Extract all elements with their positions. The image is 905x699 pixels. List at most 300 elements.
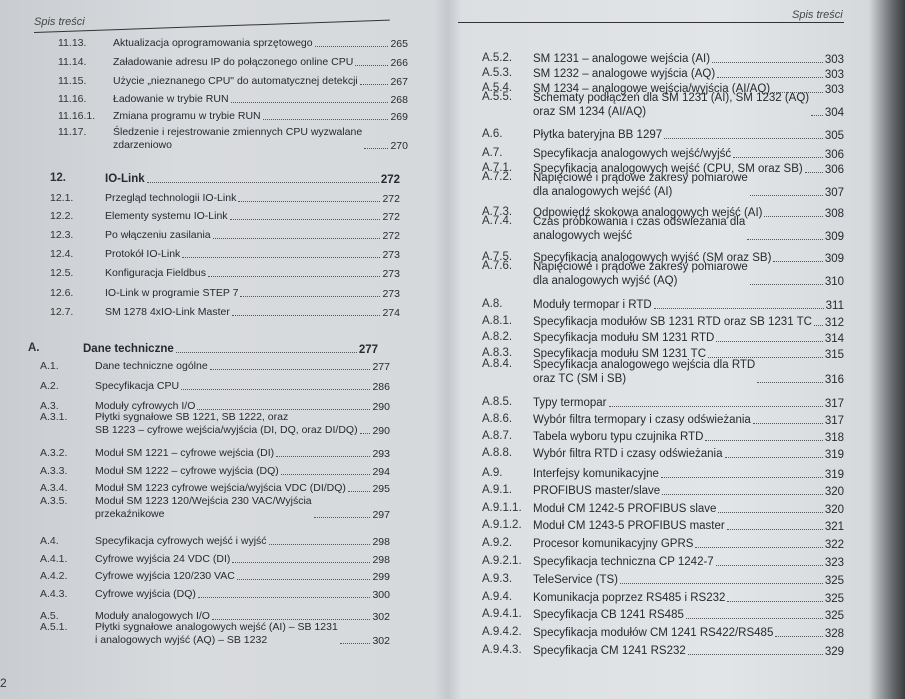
entry-number: A.9.4.1.: [482, 608, 522, 620]
dot-leader: [340, 643, 371, 644]
entry-page: 266: [390, 57, 408, 70]
entry-title: Płytki sygnałowe analogowych wejść (AI) – SB 1231 i analogowych wyjść (AQ) – SB 1232: [95, 621, 338, 647]
dot-leader: [147, 182, 379, 183]
toc-entry: [50, 192, 400, 205]
entry-number: 11.15.: [58, 75, 87, 87]
entry-page: 307: [824, 187, 844, 200]
entry-number: 11.16.1.: [58, 110, 96, 122]
entry-title: Komunikacja poprzez RS485 i RS232: [533, 592, 726, 604]
dot-leader: [314, 517, 371, 518]
toc-entry: [482, 128, 844, 142]
entry-title: Specyfikacja modułów SB 1231 RTD oraz SB 1231 TC: [533, 316, 812, 328]
header-rule: [34, 20, 390, 33]
dot-leader: [240, 296, 380, 297]
dot-leader: [727, 601, 822, 602]
toc-entry: [40, 447, 390, 460]
entry-number: 11.13.: [58, 37, 87, 49]
entry-number: A.9.4.3.: [482, 644, 522, 656]
entry-title: IO-Link w programie STEP 7: [105, 287, 239, 299]
entry-number: A.3.: [40, 400, 59, 412]
entry-page: 290: [372, 401, 390, 414]
toc-entry: [40, 588, 390, 601]
entry-page: 300: [372, 589, 390, 602]
entry-number: A.7.2.: [482, 170, 513, 183]
entry-page: 265: [390, 38, 408, 51]
entry-page: 325: [824, 593, 844, 606]
entry-title: Napięciowe i prądowe zakresy pomiarowe dla analogowych wejść (AI): [533, 171, 748, 198]
toc-entry: [482, 331, 844, 345]
entry-page: 328: [824, 628, 844, 641]
entry-page: 286: [372, 381, 390, 394]
toc-entry: [482, 171, 844, 200]
dot-leader: [276, 456, 370, 457]
toc-entry: [482, 358, 844, 387]
entry-number: A.4.2.: [40, 570, 68, 582]
entry-title: SM 1231 – analogowe wejścia (AI): [533, 53, 711, 65]
entry-page: 321: [824, 521, 844, 534]
entry-number: A.8.3.: [482, 347, 513, 359]
dot-leader: [814, 325, 823, 326]
entry-number: 11.16.: [58, 93, 87, 105]
toc-entry: [40, 553, 390, 566]
toc-entry: [482, 67, 844, 81]
entry-page: 312: [824, 317, 844, 330]
entry-number: A.9.1.1.: [482, 502, 522, 514]
entry-title: Specyfikacja analogowego wejścia dla RTD oraz TC (SM i SB): [533, 358, 756, 385]
dot-leader: [232, 562, 370, 563]
entry-page: 306: [824, 149, 844, 162]
toc-entry: [482, 537, 844, 551]
toc-entry: [482, 644, 844, 658]
entry-page: 293: [372, 448, 390, 461]
entry-title: Cyfrowe wyjścia 24 VDC (DI): [95, 553, 231, 565]
entry-number: A.8.4.: [482, 357, 513, 370]
entry-title: Użycie „nieznanego CPU" do automatycznej detekcji: [113, 75, 358, 87]
entry-title: Moduł CM 1243-5 PROFIBUS master: [533, 520, 725, 532]
toc-entry: [40, 465, 390, 478]
entry-title: Interfejsy komunikacyjne: [533, 468, 659, 480]
entry-title: Płytka bateryjna BB 1297: [533, 129, 663, 141]
entry-page: 323: [824, 557, 844, 570]
entry-title: Moduły cyfrowych I/O: [95, 400, 196, 412]
entry-number: A.8.1.: [482, 315, 513, 327]
toc-entry: [50, 267, 400, 280]
entry-number: A.4.: [40, 535, 59, 547]
entry-page: 273: [382, 268, 400, 281]
dot-leader: [688, 654, 823, 655]
entry-number: A.8.8.: [482, 447, 513, 459]
toc-entry: [482, 591, 844, 605]
running-header: Spis treści: [792, 9, 843, 21]
toc-entry: [40, 380, 390, 393]
dot-leader: [750, 195, 823, 196]
entry-title: Specyfikacja techniczna CP 1242-7: [533, 556, 714, 568]
dot-leader: [182, 257, 380, 258]
entry-title: Ładowanie w trybie RUN: [113, 93, 229, 105]
toc-entry: [482, 502, 844, 516]
entry-number: A.1.: [40, 360, 59, 372]
entry-title: Specyfikacja modułu SM 1231 RTD: [533, 332, 715, 344]
dot-leader: [315, 46, 389, 47]
entry-title: Płytki sygnałowe SB 1221, SB 1222, oraz SB 1223 – cyfrowe wejścia/wyjścia (DI, DQ, oraz DI/DQ): [95, 411, 358, 437]
toc-entry: [482, 298, 844, 312]
toc-entry: [482, 91, 844, 120]
entry-page: 298: [372, 536, 390, 549]
dot-leader: [686, 618, 823, 619]
dot-leader: [712, 62, 823, 63]
dot-leader: [747, 239, 823, 240]
entry-number: A.8.7.: [482, 430, 513, 442]
entry-page: 303: [824, 69, 844, 82]
entry-title: Cyfrowe wyjścia 120/230 VAC: [95, 570, 235, 582]
dot-leader: [238, 201, 380, 202]
entry-page: 317: [824, 398, 844, 411]
entry-number: A.3.2.: [40, 447, 68, 459]
toc-entry: [40, 570, 390, 583]
entry-page: 272: [382, 193, 400, 206]
toc-entry: [58, 75, 408, 88]
toc-entry: [58, 56, 408, 69]
entry-number: A.9.1.2.: [482, 519, 522, 531]
entry-title: Schematy podłączeń dla SM 1231 (AI), SM 1232 (AQ) oraz SM 1234 (AI/AQ): [533, 91, 810, 118]
dot-leader: [664, 138, 823, 139]
entry-page: 269: [390, 111, 408, 124]
entry-page: 309: [824, 231, 844, 244]
entry-title: Specyfikacja modułów CM 1241 RS422/RS485: [533, 627, 774, 639]
entry-page: 318: [824, 432, 844, 445]
entry-title: IO-Link: [105, 173, 145, 185]
toc-entry: [40, 360, 390, 373]
entry-number: A.6.: [482, 128, 503, 140]
entry-number: A.8.5.: [482, 396, 513, 408]
entry-title: Konfiguracja Fieldbus: [105, 267, 206, 279]
entry-number: A.5.1.: [40, 621, 68, 633]
entry-number: A.5.5.: [482, 90, 513, 103]
entry-title: Wybór filtra RTD i czasy odświeżania: [533, 448, 723, 460]
dot-leader: [695, 547, 822, 548]
toc-entry: [482, 467, 844, 481]
dot-leader: [263, 119, 389, 120]
toc-entry: [482, 215, 844, 244]
dot-leader: [727, 529, 823, 530]
entry-page: 298: [372, 554, 390, 567]
entry-number: A.9.: [482, 467, 503, 479]
entry-page: 309: [824, 253, 844, 266]
dot-leader: [775, 636, 822, 637]
dot-leader: [718, 512, 822, 513]
toc-entry: [482, 447, 844, 461]
entry-title: Moduł SM 1221 – cyfrowe wejścia (DI): [95, 447, 275, 459]
entry-number: 12.2.: [50, 210, 74, 222]
entry-title: Specyfikacja analogowych wejść/wyjść: [533, 148, 732, 160]
toc-entry: [482, 430, 844, 444]
entry-number: A.9.3.: [482, 573, 513, 585]
entry-page: 267: [390, 76, 408, 89]
toc-entry: [482, 260, 844, 289]
entry-title: Moduły analogowych I/O: [95, 610, 210, 622]
entry-number: A.5.4.: [482, 82, 513, 94]
entry-page: 272: [382, 230, 400, 243]
entry-title: Załadowanie adresu IP do połączonego online CPU: [113, 56, 354, 68]
toc-entry: [58, 37, 408, 50]
toc-entry: [50, 172, 400, 186]
entry-number: A.4.1.: [40, 553, 68, 565]
entry-page: 329: [824, 646, 844, 659]
entry-number: 12.5.: [50, 267, 74, 279]
entry-page: 277: [358, 344, 378, 357]
entry-number: A.3.5.: [40, 495, 68, 507]
dot-leader: [662, 494, 823, 495]
entry-number: A.: [28, 342, 40, 354]
entry-title: Tabela wyboru typu czujnika RTD: [533, 431, 704, 443]
entry-title: Procesor komunikacyjny GPRS: [533, 538, 694, 550]
entry-number: 12.7.: [50, 306, 74, 318]
dot-leader: [281, 474, 371, 475]
header-rule: [458, 22, 844, 23]
toc-entry: [40, 411, 390, 437]
toc-entry: [58, 110, 408, 123]
entry-number: A.9.2.1.: [482, 555, 522, 567]
entry-page: 325: [824, 610, 844, 623]
entry-title: Aktualizacja oprogramowania sprzętowego: [113, 37, 313, 49]
entry-page: 311: [825, 300, 844, 313]
dot-leader: [609, 406, 823, 407]
toc-entry: [50, 306, 400, 319]
entry-title: Śledzenie i rejestrowanie zmiennych CPU wyzwalane zdarzeniowo: [113, 126, 363, 152]
toc-entry: [50, 210, 400, 223]
dot-leader: [750, 284, 823, 285]
toc-entry: [40, 621, 390, 647]
entry-title: Przegląd technologii IO-Link: [105, 192, 237, 204]
toc-entry: [40, 482, 390, 495]
entry-title: Specyfikacja cyfrowych wejść i wyjść: [95, 535, 267, 547]
dot-leader: [725, 457, 823, 458]
entry-page: 295: [372, 483, 390, 496]
dot-leader: [716, 565, 823, 566]
entry-page: 304: [824, 107, 844, 120]
entry-page: 310: [824, 276, 844, 289]
dot-leader: [620, 583, 823, 584]
toc-entry: [50, 229, 400, 242]
page-number: 2: [0, 676, 7, 690]
entry-page: 325: [824, 575, 844, 588]
entry-title: Moduł SM 1223 120/Wejścia 230 VAC/Wyjścia przekaźnikowe: [95, 495, 312, 521]
dot-leader: [716, 341, 822, 342]
entry-number: 12.4.: [50, 248, 74, 260]
entry-number: A.9.2.: [482, 537, 513, 549]
dot-leader: [208, 276, 380, 277]
dot-leader: [230, 219, 381, 220]
entry-page: 306: [824, 164, 844, 177]
entry-title: Dane techniczne: [83, 343, 174, 355]
toc-entry: [58, 93, 408, 106]
dot-leader: [661, 477, 823, 478]
dot-leader: [198, 597, 371, 598]
entry-page: 270: [390, 140, 408, 153]
entry-number: A.3.3.: [40, 465, 68, 477]
entry-title: Protokół IO-Link: [105, 248, 181, 260]
entry-number: A.3.1.: [40, 411, 68, 423]
entry-page: 317: [824, 415, 844, 428]
entry-page: 320: [824, 486, 844, 499]
entry-page: 273: [382, 288, 400, 301]
entry-page: 268: [390, 94, 408, 107]
entry-title: SM 1234 – analogowe wejścia/wyjścia (AI/AQ): [533, 83, 771, 95]
toc-entry: [50, 287, 400, 300]
dot-leader: [733, 157, 823, 158]
entry-title: Zmiana programu w trybie RUN: [113, 110, 261, 122]
dot-leader: [705, 440, 822, 441]
entry-page: 305: [824, 130, 844, 143]
entry-number: 12.6.: [50, 287, 74, 299]
toc-entry: [58, 126, 408, 152]
toc-entry: [482, 573, 844, 587]
entry-title: SM 1278 4xIO-Link Master: [105, 306, 230, 318]
entry-title: Moduły termopar i RTD: [533, 299, 652, 311]
dot-leader: [757, 382, 823, 383]
entry-number: A.5.3.: [482, 67, 513, 79]
entry-title: Specyfikacja analogowych wyjść (SM oraz SB): [533, 252, 772, 264]
entry-title: TeleService (TS): [533, 574, 618, 586]
dot-leader: [237, 579, 371, 580]
entry-page: 272: [382, 211, 400, 224]
dot-leader: [355, 65, 388, 66]
entry-page: 303: [824, 84, 844, 97]
toc-entry: [50, 248, 400, 261]
entry-number: A.4.3.: [40, 588, 68, 600]
dot-leader: [360, 84, 389, 85]
entry-title: Specyfikacja analogowych wejść (CPU, SM oraz SB): [533, 163, 803, 175]
entry-title: Po włączeniu zasilania: [105, 229, 211, 241]
entry-page: 277: [372, 361, 390, 374]
entry-page: 308: [824, 208, 844, 221]
entry-page: 314: [824, 333, 844, 346]
entry-number: A.7.1.: [482, 162, 513, 174]
toc-entry: [482, 396, 844, 410]
entry-page: 274: [382, 307, 400, 320]
toc-entry: [482, 519, 844, 533]
entry-number: A.7.4.: [482, 214, 513, 227]
left-page: [0, 0, 440, 699]
entry-page: 273: [382, 249, 400, 262]
entry-title: SM 1232 – analogowe wyjścia (AQ): [533, 68, 716, 80]
entry-page: 320: [824, 504, 844, 517]
entry-page: 319: [824, 449, 844, 462]
entry-number: A.9.4.2.: [482, 626, 522, 638]
entry-title: Elementy systemu IO-Link: [105, 210, 228, 222]
dot-leader: [360, 433, 371, 434]
entry-title: Dane techniczne ogólne: [95, 360, 208, 372]
entry-title: Napięciowe i prądowe zakresy pomiarowe dla analogowych wyjść (AQ): [533, 260, 748, 287]
entry-page: 297: [372, 509, 390, 522]
entry-number: 11.17.: [58, 126, 87, 138]
entry-number: A.9.1.: [482, 484, 513, 496]
toc-entry: [482, 413, 844, 427]
dot-leader: [753, 423, 823, 424]
entry-page: 272: [380, 174, 400, 187]
entry-number: 12.3.: [50, 229, 74, 241]
dot-leader: [364, 148, 388, 149]
entry-number: 11.14.: [58, 56, 87, 68]
entry-page: 315: [824, 349, 844, 362]
entry-number: 12.: [50, 172, 66, 184]
toc-entry: [482, 484, 844, 498]
entry-title: Moduł SM 1222 – cyfrowe wyjścia (DQ): [95, 465, 279, 477]
entry-title: Odpowiedź skokowa analogowych wejść (AI): [533, 207, 763, 219]
dot-leader: [197, 409, 370, 410]
entry-title: Specyfikacja CM 1241 RS232: [533, 645, 686, 657]
entry-title: Cyfrowe wyjścia (DQ): [95, 588, 196, 600]
entry-number: A.8.6.: [482, 413, 513, 425]
entry-number: A.9.4.: [482, 591, 513, 603]
toc-entry: [482, 626, 844, 640]
entry-number: A.5.2.: [482, 52, 513, 64]
entry-title: Typy termopar: [533, 397, 607, 409]
toc-entry: [482, 608, 844, 622]
entry-number: A.7.3.: [482, 206, 513, 218]
entry-page: 294: [372, 466, 390, 479]
dot-leader: [717, 77, 823, 78]
entry-number: 12.1.: [50, 192, 74, 204]
entry-title: Moduł SM 1223 cyfrowe wejścia/wyjścia VDC (DI/DQ): [95, 482, 346, 494]
toc-entry: [482, 315, 844, 329]
toc-entry: [482, 555, 844, 569]
entry-number: A.7.: [482, 147, 503, 159]
dot-leader: [210, 369, 371, 370]
dot-leader: [181, 389, 370, 390]
entry-number: A.7.5.: [482, 251, 513, 263]
entry-title: Moduł CM 1242-5 PROFIBUS slave: [533, 503, 717, 515]
dot-leader: [269, 544, 371, 545]
entry-page: 316: [824, 374, 844, 387]
toc-entry: [40, 535, 390, 548]
entry-number: A.2.: [40, 380, 59, 392]
dot-leader: [231, 102, 389, 103]
dot-leader: [654, 308, 824, 309]
toc-entry: [482, 52, 844, 66]
entry-number: A.3.4.: [40, 482, 68, 494]
toc-entry: [28, 342, 378, 356]
entry-page: 290: [372, 425, 390, 438]
entry-page: 319: [824, 469, 844, 482]
entry-title: Wybór filtra termopary i czasy odświeżania: [533, 414, 751, 426]
toc-entry: [482, 147, 844, 161]
entry-number: A.8.: [482, 298, 503, 310]
entry-number: A.5.: [40, 610, 59, 622]
entry-page: 302: [372, 635, 390, 648]
entry-page: 302: [372, 611, 390, 624]
dot-leader: [811, 115, 823, 116]
entry-title: Specyfikacja CPU: [95, 380, 180, 392]
entry-title: Specyfikacja modułu SM 1231 TC: [533, 348, 707, 360]
entry-page: 299: [372, 571, 390, 584]
entry-number: A.8.2.: [482, 331, 513, 343]
dot-leader: [213, 238, 381, 239]
entry-title: Specyfikacja CB 1241 RS485: [533, 609, 684, 621]
dot-leader: [212, 619, 370, 620]
entry-title: PROFIBUS master/slave: [533, 485, 661, 497]
entry-number: A.7.6.: [482, 259, 513, 272]
entry-page: 322: [824, 539, 844, 552]
toc-entry: [40, 495, 390, 521]
running-header: Spis treści: [34, 16, 85, 28]
entry-page: 303: [824, 54, 844, 67]
dot-leader: [232, 315, 381, 316]
entry-title: Czas próbkowania i czas odświeżania dla analogowych wejść: [533, 215, 746, 242]
dot-leader: [348, 491, 371, 492]
dot-leader: [176, 352, 357, 353]
right-page: [452, 0, 892, 699]
